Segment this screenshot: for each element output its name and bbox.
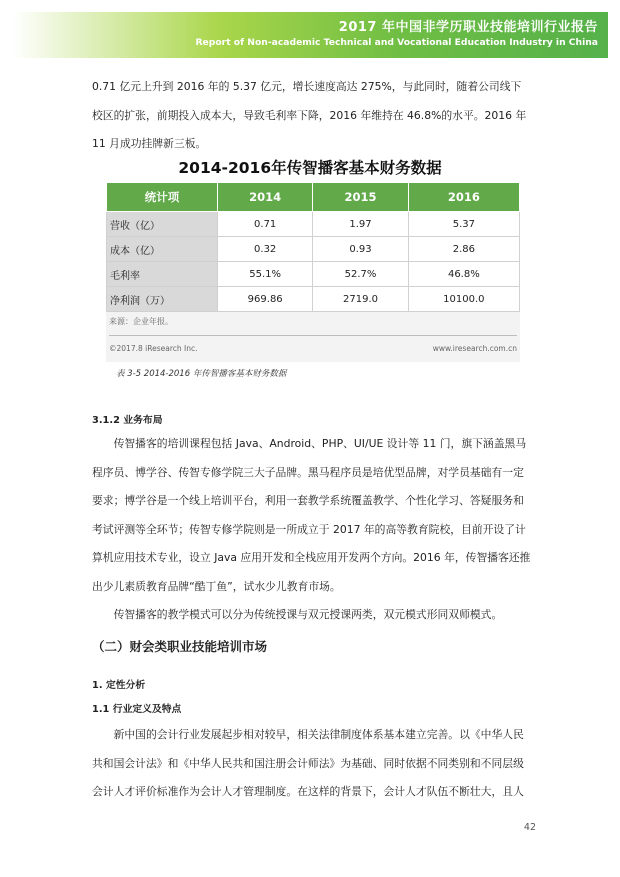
table-cell: 0.71 [218, 212, 313, 237]
table-divider [109, 335, 517, 336]
section-heading-finance-market: （二）财会类职业技能培训市场 [92, 639, 268, 654]
table-source: 来源：企业年报。 [109, 317, 173, 326]
financial-table [106, 182, 520, 312]
table-row [107, 287, 520, 312]
table-row [107, 262, 520, 287]
table-caption: 表 3-5 2014-2016 年传智播客基本财务数据 [116, 369, 287, 379]
table-header-cell: 2015 [313, 183, 408, 212]
table-header-cell: 2016 [408, 183, 519, 212]
report-title-en: Report of Non-academic Technical and Vocational Education Industry in China [195, 37, 598, 48]
table-cell: 0.93 [313, 237, 408, 262]
table-header-cell: 2014 [218, 183, 313, 212]
table-row [107, 212, 520, 237]
page-number: 42 [523, 822, 536, 833]
table-cell: 5.37 [408, 212, 519, 237]
section-heading-definition: 1.1 行业定义及特点 [92, 704, 182, 715]
report-title-cn: 2017 年中国非学历职业技能培训行业报告 [338, 20, 598, 35]
table-row [107, 237, 520, 262]
intro-paragraph: 0.71 亿元上升到 2016 年的 5.37 亿元，增长速度高达 275%，与此同时，随着公司线下校区的扩张，前期投入成本大，导致毛利率下降，2016 年维持在 46.8%的水平。2016 年 11 月成功挂牌新三板。 [92, 80, 527, 150]
table-cell: 969.86 [218, 287, 313, 312]
section-heading-3-1-2: 3.1.2 业务布局 [92, 415, 163, 426]
row-label: 净利润（万） [107, 287, 218, 312]
accounting-paragraph: 新中国的会计行业发展起步相对较早，相关法律制度体系基本建立完善。以《中华人民共和国会计法》和《中华人民共和国注册会计师法》为基础、同时依据不同类别和不同层级会计人才评价标准作为会计人才管理制度。在这样的背景下，会计人才队伍不断壮大，且人 [92, 728, 524, 798]
row-label: 毛利率 [107, 262, 218, 287]
table-copyright: ©2017.8 iResearch Inc. [109, 344, 198, 353]
table-header-cell: 统计项 [107, 183, 218, 212]
table-cell: 2.86 [408, 237, 519, 262]
table-cell: 10100.0 [408, 287, 519, 312]
table-cell: 52.7% [313, 262, 408, 287]
table-cell: 1.97 [313, 212, 408, 237]
row-label: 营收（亿） [107, 212, 218, 237]
section-heading-qualitative: 1. 定性分析 [92, 680, 146, 691]
table-title: 2014-2016年传智播客基本财务数据 [178, 159, 442, 177]
table-cell: 55.1% [218, 262, 313, 287]
table-cell: 2719.0 [313, 287, 408, 312]
business-layout-paragraph: 传智播客的培训课程包括 Java、Android、PHP、UI/UE 设计等 11 门，旗下涵盖黑马程序员、博学谷、传智专修学院三大子品牌。黑马程序员是培优型品牌，对学员基础有一定要求；博学谷是一个线上培训平台，利用一套教学系统覆盖教学、个性化学习、答疑服务和考试评测等全环节；传智专修学院则是一所成立于 2017 年的高等教育院校，目前开设了计算机应用技术专业，设立 Java 应用开发和全栈应用开发两个方向。2016 年，传智播客还推出少儿素质教育品牌“酷丁鱼”，试水少儿教育市场。 [92, 437, 531, 593]
financial-table-figure [106, 182, 520, 362]
teaching-mode-paragraph: 传智播客的教学模式可以分为传统授课与双元授课两类，双元模式形同双师模式。 [113, 608, 503, 621]
row-label: 成本（亿） [107, 237, 218, 262]
table-cell: 0.32 [218, 237, 313, 262]
report-header [12, 12, 608, 58]
table-cell: 46.8% [408, 262, 519, 287]
table-website: www.iresearch.com.cn [432, 344, 517, 353]
table-header-row [107, 183, 520, 212]
